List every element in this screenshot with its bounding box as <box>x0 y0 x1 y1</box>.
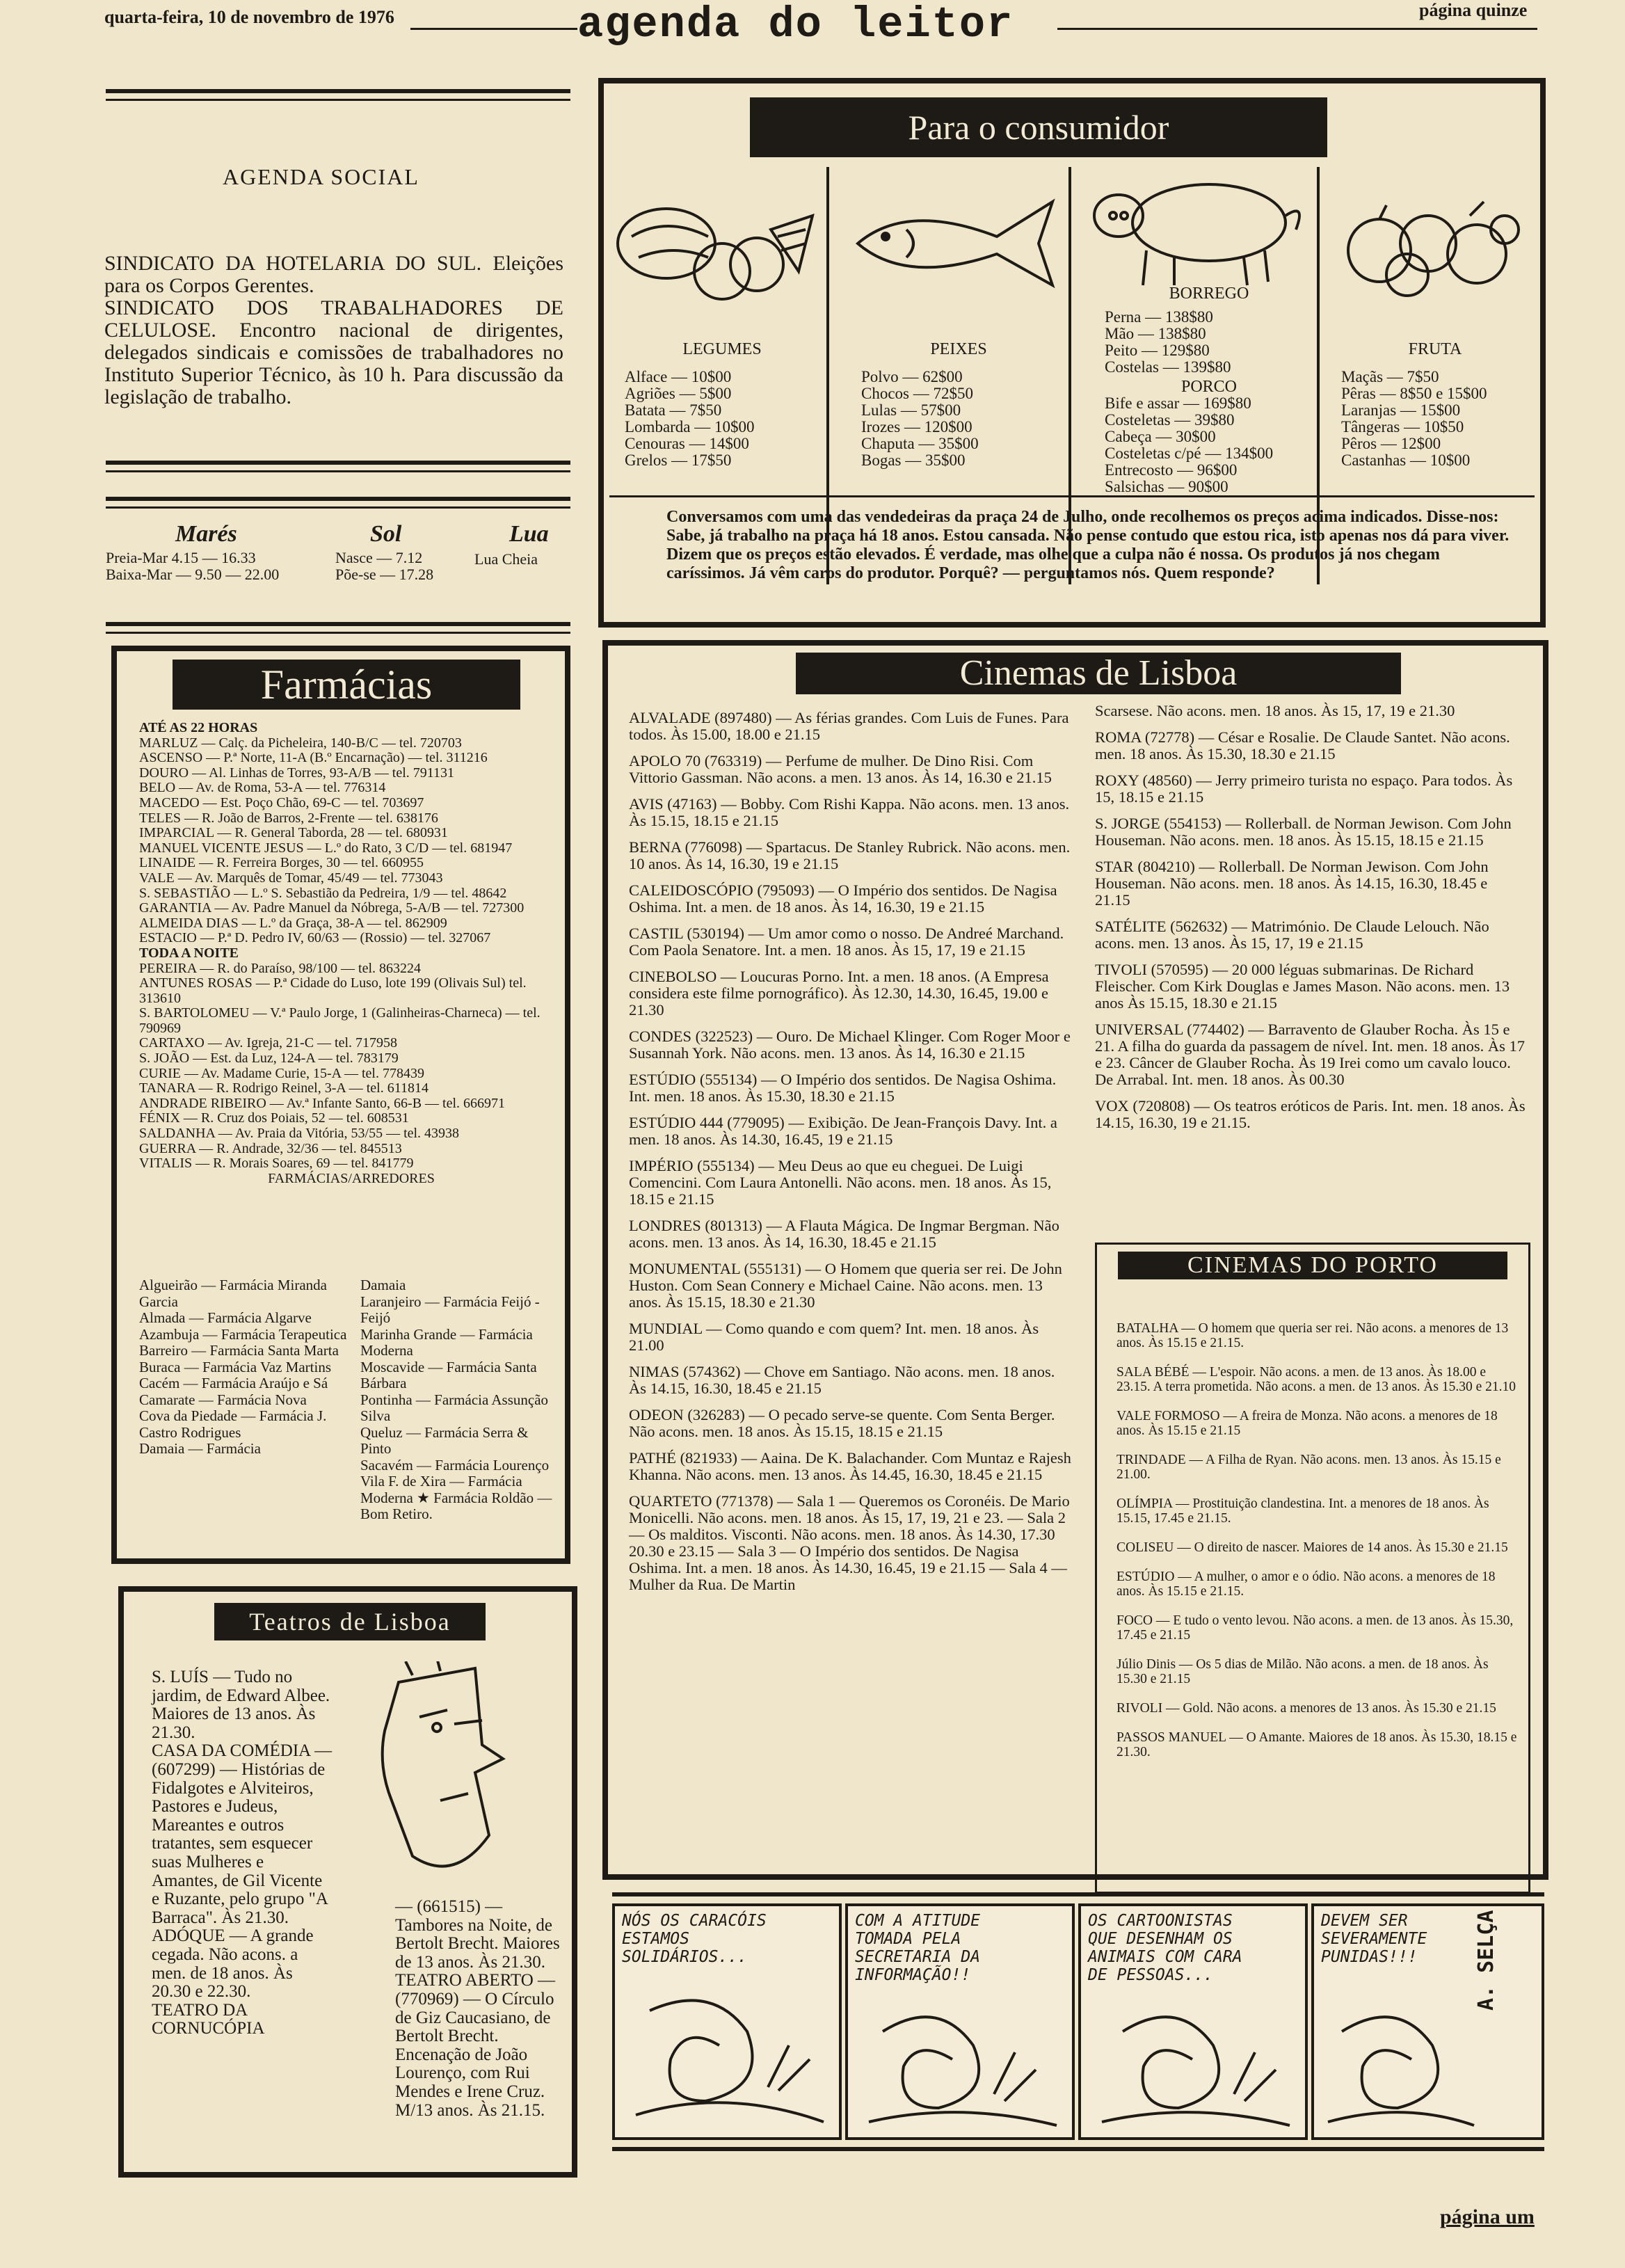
consumer-column-legumes <box>625 341 819 469</box>
price-item: Bife e assar — 169$80 <box>1105 394 1251 412</box>
pharmacy-entry: SALDANHA — Av. Praia da Vitória, 53/55 — tel. 43938 <box>139 1126 460 1142</box>
consumer-title: Para o consumidor <box>750 97 1327 157</box>
cinema-entry: STAR (804210) — Rollerball. De Norman Jewison. Com John Houseman. Não acons. men. 18 anos. Às 14.15, 16.30, 18.45 e 21.15 <box>1095 858 1489 909</box>
teatros-column-2 <box>395 1898 569 2120</box>
cartoon-panel <box>1311 1903 1544 2140</box>
pharmacy-entry: CARTAXO — Av. Igreja, 21-C — tel. 717958 <box>139 1035 398 1051</box>
arredores-entry: Cova da Piedade — Farmácia J. Castro Rodrigues <box>139 1407 327 1441</box>
theatre-entry: CASA DA COMÉDIA — (607299) — Histórias de Fidalgotes e Alviteiros, Pastores e Judeus, Mareantes e outros tratantes, sem esquecer suas Mulheres e Amantes, de Gil Vicente e Ruzante, pelo grupo "A Barraca". Às 21.30. <box>152 1741 333 1927</box>
arredores-entry: Vila F. de Xira — Farmácia Moderna ★ Farmácia Roldão — Bom Retiro. <box>360 1473 552 1522</box>
consumer-note: Conversamos com uma das vendedeiras da praça 24 de Julho, onde recolhemos os preços acima indicados. Disse-nos: Sabe, já trabalho na praça há 18 anos. Estou cansada. Não pense contudo que estou rica, isto apenas nos dá para viver. Dizem que os preços estão elevados. É verdade, mas olhe que a culpa não é nossa. Os produtos já nos chegam caríssimos. Já vêm caros do produtor. Porquê? — perguntamos nós. Quem responde? <box>666 508 1510 582</box>
pharmacy-entry: GUERRA — R. Andrade, 32/36 — tel. 845513 <box>139 1140 402 1156</box>
price-item: Tângeras — 10$50 <box>1341 418 1464 436</box>
pharmacy-entry: ANDRADE RIBEIRO — Av.ª Infante Santo, 66-B — tel. 666971 <box>139 1095 506 1111</box>
arredores-entry: Algueirão — Farmácia Miranda Garcia <box>139 1277 327 1310</box>
cinema-entry: ROMA (72778) — César e Rosalie. De Claude Santet. Não acons. men. 18 anos. Às 15.30, 18.30 e 21.15 <box>1095 728 1510 762</box>
pharmacy-entry: ANTUNES ROSAS — P.ª Cidade do Luso, lote 199 (Olivais Sul) tel. 313610 <box>139 975 527 1006</box>
price-item: Mão — 138$80 <box>1105 325 1206 342</box>
price-item: Pêras — 8$50 e 15$00 <box>1341 385 1487 402</box>
cinema-entry: MONUMENTAL (555131) — O Homem que queria ser rei. De John Huston. Com Sean Connery e Michael Caine. Não acons. men. 13 anos. Às 15.15, 18.30 e 21.30 <box>629 1260 1062 1311</box>
cinema-entry: CONDES (322523) — Ouro. De Michael Klinger. Com Roger Moor e Susannah York. Não acons. men. 13 anos. Às 14, 16.30 e 21.15 <box>629 1028 1071 1062</box>
sol-title: Sol <box>370 521 402 547</box>
consumer-column-fruta <box>1341 341 1529 469</box>
arredores-entry: Barreiro — Farmácia Santa Marta <box>139 1342 339 1359</box>
cartoon-signature: A. SELÇA <box>1474 1910 1498 2011</box>
arredores-entry: Azambuja — Farmácia Terapeutica <box>139 1325 347 1343</box>
porto-entry: FOCO — E tudo o vento levou. Não acons. a men. de 13 anos. Às 15.30, 17.45 e 21.15 <box>1116 1613 1514 1643</box>
header-rule-left <box>410 28 577 30</box>
cinema-entry: LONDRES (801313) — A Flauta Mágica. De Ingmar Bergman. Não acons. men. 13 anos. Às 14, 16.30, 18.45 e 21.15 <box>629 1217 1059 1251</box>
cartoon-panel <box>612 1903 842 2140</box>
porto-entry: VALE FORMOSO — A freira de Monza. Não acons. a menores de 18 anos. Às 15.15 e 21.15 <box>1116 1409 1498 1438</box>
pharmacies-section: ATÉ AS 22 HORAS <box>139 720 258 735</box>
section-title: agenda do leitor <box>577 0 1014 49</box>
price-item: Pêros — 12$00 <box>1341 435 1441 452</box>
arredores-left <box>139 1277 348 1458</box>
theatre-entry: S. LUÍS — Tudo no jardim, de Edward Albee. Maiores de 13 anos. Às 21.30. <box>152 1668 330 1742</box>
price-item: Polvo — 62$00 <box>861 368 963 385</box>
vegetables-icon <box>611 188 819 306</box>
cinema-entry: CASTIL (530194) — Um amor como o nosso. De Andreé Marchand. Com Paola Senatore. Int. a men. 18 anos. Às 15, 17, 19 e 21.15 <box>629 925 1064 959</box>
cinema-entry: Scarsese. Não acons. men. 18 anos. Às 15, 17, 19 e 21.30 <box>1095 702 1455 719</box>
fish-icon <box>844 188 1059 299</box>
lua-title: Lua <box>509 521 549 547</box>
consumer-box <box>598 78 1546 628</box>
arredores-entry: Moscavide — Farmácia Santa Bárbara <box>360 1358 537 1391</box>
cartoon-strip <box>612 1903 1544 2140</box>
price-item: Salsichas — 90$00 <box>1105 478 1228 495</box>
cinema-entry: AVIS (47163) — Bobby. Com Rishi Kappa. Não acons. men. 13 anos. Às 15.15, 18.15 e 21.15 <box>629 795 1070 829</box>
pharmacy-entry: MACEDO — Est. Poço Chão, 69-C — tel. 703697 <box>139 794 424 810</box>
price-item: Batata — 7$50 <box>625 401 722 419</box>
theatre-entry: ADÓQUE — A grande cegada. Não acons. a men. de 18 anos. Às 20.30 e 22.30. <box>152 1926 314 2002</box>
pharmacy-entry: S. SEBASTIÃO — L.º S. Sebastião da Pedreira, 1/9 — tel. 48642 <box>139 885 507 901</box>
consumer-column-heading: PORCO <box>1180 378 1238 396</box>
mares-line: Baixa-Mar — 9.50 — 22.00 <box>106 566 280 583</box>
cinema-entry: ODEON (326283) — O pecado serve-se quente. Com Senta Berger. Não acons. men. 18 anos. Às 15.15, 18.15 e 21.15 <box>629 1406 1055 1440</box>
price-item: Maçãs — 7$50 <box>1341 368 1439 385</box>
cinema-entry: CALEIDOSCÓPIO (795093) — O Império dos sentidos. De Nagisa Oshima. Int. a men. de 18 anos. Às 14, 16.30, 19 e 21.15 <box>629 881 1057 916</box>
price-item: Lombarda — 10$00 <box>625 418 755 436</box>
teatros-title: Teatros de Lisboa <box>214 1603 486 1640</box>
pharmacy-entry: BELO — Av. de Roma, 53-A — tel. 776314 <box>139 780 386 796</box>
price-item: Costelas — 139$80 <box>1105 358 1231 376</box>
pharmacy-entry: TANARA — R. Rodrigo Reinel, 3-A — tel. 611814 <box>139 1080 429 1096</box>
rule <box>612 1892 1544 1896</box>
mares-title: Marés <box>175 521 237 547</box>
price-item: Castanhas — 10$00 <box>1341 452 1471 469</box>
pharmacy-entry: ALMEIDA DIAS — L.º da Graça, 38-A — tel. 862909 <box>139 915 447 931</box>
cinemas-column-2 <box>1095 703 1526 1141</box>
rule <box>106 99 570 101</box>
cartoon-caption: DEVEM SER SEVERAMENTE PUNIDAS!!! <box>1321 1912 1427 1966</box>
cinema-entry: ESTÚDIO (555134) — O Império dos sentidos. De Nagisa Oshima. Int. men. 18 anos. Às 15.30, 18.30 e 21.15 <box>629 1071 1057 1105</box>
theatre-entry: TEATRO ABERTO — (770969) — O Círculo de Giz Caucasiano, de Bertolt Brecht. Encenação de João Lourenço, com Rui Mendes e Irene Cruz. M/13 anos. Às 21.15. <box>395 1971 555 2120</box>
price-item: Laranjas — 15$00 <box>1341 401 1461 419</box>
arredores-entry: Buraca — Farmácia Vaz Martins <box>139 1358 332 1375</box>
snail-illustration <box>629 1983 831 2136</box>
cartoon-caption: NÓS OS CARACÓIS ESTAMOS SOLIDÁRIOS... <box>622 1912 767 1966</box>
price-item: Cenouras — 14$00 <box>625 435 749 452</box>
pharmacy-entry: VITALIS — R. Morais Soares, 69 — tel. 841779 <box>139 1156 414 1172</box>
cinema-entry: TIVOLI (570595) — 20 000 léguas submarinas. De Richard Fleischer. Com Kirk Douglas e James Mason. Não acons. men. 13 anos Às 15.15, 18.30 e 21.15 <box>1095 961 1510 1012</box>
cinema-entry: PATHÉ (821933) — Aaina. De K. Balachander. Com Muntaz e Rajesh Khanna. Não acons. men. 13 anos. Às 14.45, 16.30, 18.45 e 21.15 <box>629 1449 1071 1483</box>
snail-illustration <box>862 1990 1064 2136</box>
cinema-entry: MUNDIAL — Como quando e com quem? Int. men. 18 anos. Às 21.00 <box>629 1320 1039 1354</box>
snail-illustration <box>1321 1990 1481 2136</box>
price-item: Irozes — 120$00 <box>861 418 972 436</box>
arredores-entry: Almada — Farmácia Algarve <box>139 1309 312 1326</box>
cinema-entry: NIMAS (574362) — Chove em Santiago. Não acons. men. 18 anos. Às 14.15, 16.30, 18.45 e 21.15 <box>629 1363 1055 1397</box>
agenda-social-title: AGENDA SOCIAL <box>223 164 419 189</box>
porto-entry: PASSOS MANUEL — O Amante. Maiores de 18 anos. Às 15.30, 18.15 e 21.30. <box>1116 1730 1517 1759</box>
consumer-column-heading: FRUTA <box>1408 340 1462 358</box>
cartoon-panel <box>845 1903 1075 2140</box>
porto-entry: COLISEU — O direito de nascer. Maiores de 14 anos. Às 15.30 e 21.15 <box>1116 1540 1508 1555</box>
mares-block <box>106 521 280 583</box>
rule <box>106 497 570 501</box>
cinema-entry: UNIVERSAL (774402) — Barravento de Glauber Rocha. Às 15 e 21. A filha do guarda da passagem de nível. Int. men. 18 anos. Às 17 e 23. Câncer de Glauber Rocha. Às 19 Irei como um cavalo louco. De Arrabal. Int. men. 18 anos. Às 00.30 <box>1095 1021 1526 1088</box>
face-illustration <box>371 1661 510 1891</box>
arredores-entry: Laranjeiro — Farmácia Feijó - Feijó <box>360 1293 540 1326</box>
theatre-entry: — (661515) — Tambores na Noite, de Bertolt Brecht. Maiores de 13 anos. Às 21.30. <box>395 1897 560 1972</box>
porto-entry: RIVOLI — Gold. Não acons. a menores de 13 anos. Às 15.30 e 21.15 <box>1116 1701 1496 1716</box>
price-item: Entrecosto — 96$00 <box>1105 461 1238 479</box>
price-item: Chaputa — 35$00 <box>861 435 979 452</box>
pharmacy-entry: VALE — Av. Marquês de Tomar, 45/49 — tel. 773043 <box>139 870 443 886</box>
cinema-entry: SATÉLITE (562632) — Matrimónio. De Claude Lelouch. Não acons. men. 13 anos. Às 15, 17, 19 e 21.15 <box>1095 918 1489 952</box>
pharmacies-section: FARMÁCIAS/ARREDORES <box>268 1170 435 1186</box>
price-item: Lulas — 57$00 <box>861 401 961 419</box>
pharmacy-entry: LINAIDE — R. Ferreira Borges, 30 — tel. 660955 <box>139 855 424 871</box>
rule <box>106 506 570 509</box>
pharmacy-entry: MANUEL VICENTE JESUS — L.º do Rato, 3 C/D — tel. 681947 <box>139 840 513 856</box>
price-item: Costeletas — 39$80 <box>1105 411 1235 429</box>
agenda-social <box>104 164 563 408</box>
price-item: Cabeça — 30$00 <box>1105 428 1216 445</box>
header-rule-right <box>1057 28 1537 30</box>
porto-entry: ESTÚDIO — A mulher, o amor e o ódio. Não acons. a menores de 18 anos. Às 15.15 e 21.15. <box>1116 1570 1496 1599</box>
header-date: quarta-feira, 10 de novembro de 1976 <box>104 7 394 27</box>
rule <box>106 461 570 465</box>
teatros-column-1 <box>152 1668 333 2038</box>
price-item: Perna — 138$80 <box>1105 308 1213 326</box>
arredores-entry: Damaia <box>360 1277 406 1293</box>
rule <box>106 470 570 472</box>
page-number: página quinze <box>1419 0 1528 20</box>
price-item: Peito — 129$80 <box>1105 342 1210 359</box>
pharmacy-entry: FÉNIX — R. Cruz dos Poiais, 52 — tel. 608531 <box>139 1110 409 1126</box>
arredores-right <box>360 1277 562 1523</box>
cinema-entry: ALVALADE (897480) — As férias grandes. Com Luis de Funes. Para todos. Às 15.00, 18.00 e 21.15 <box>629 709 1069 743</box>
arredores-entry: Queluz — Farmácia Serra & Pinto <box>360 1423 529 1457</box>
price-item: Alface — 10$00 <box>625 368 732 385</box>
cinemas-porto-title: CINEMAS DO PORTO <box>1118 1252 1507 1279</box>
consumer-column-heading: PEIXES <box>930 340 987 358</box>
rule <box>609 495 1535 497</box>
pig-icon <box>1084 167 1313 292</box>
cartoon-caption: COM A ATITUDE TOMADA PELA SECRETARIA DA INFORMAÇÃO!! <box>855 1912 981 1984</box>
pharmacy-entry: ASCENSO — P.ª Norte, 11-A (B.º Encarnação) — tel. 311216 <box>139 750 488 766</box>
arredores-entry: Sacavém — Farmácia Lourenço <box>360 1456 550 1474</box>
rule <box>612 2147 1544 2151</box>
lua-line: Lua Cheia <box>474 550 538 568</box>
mares-line: Preia-Mar 4.15 — 16.33 <box>106 549 256 566</box>
rule <box>106 632 570 634</box>
cinema-entry: BERNA (776098) — Spartacus. De Stanley Rubrick. Não acons. men. 10 anos. Às 14, 16.30, 19 e 21.15 <box>629 838 1071 872</box>
teatros-box <box>118 1586 577 2178</box>
agenda-social-item: SINDICATO DOS TRABALHADORES DE CELULOSE. Encontro nacional de dirigentes, delegados sindicais e comissões de trabalhadores no Instituto Superior Técnico, às 10 h. Para discussão da legislação de trabalho. <box>104 296 563 408</box>
rule <box>106 622 570 626</box>
pharmacies-list <box>139 721 563 1186</box>
porto-entry: OLÍMPIA — Prostituição clandestina. Int. a menores de 18 anos. Às 15.15, 17.45 e 21.15. <box>1116 1496 1489 1526</box>
cinemas-title: Cinemas de Lisboa <box>796 653 1401 694</box>
porto-entry: BATALHA — O homem que queria ser rei. Não acons. a menores de 13 anos. Às 15.15 e 21.15. <box>1116 1321 1509 1350</box>
cinema-entry: ROXY (48560) — Jerry primeiro turista no espaço. Para todos. Às 15, 18.15 e 21.15 <box>1095 772 1513 806</box>
sol-block <box>335 521 434 583</box>
price-item: Costeletas c/pé — 134$00 <box>1105 445 1274 462</box>
porto-entry: Júlio Dinis — Os 5 dias de Milão. Não acons. a men. de 18 anos. Às 15.30 e 21.15 <box>1116 1657 1489 1686</box>
arredores-entry: Cacém — Farmácia Araújo e Sá <box>139 1375 328 1391</box>
porto-entry: TRINDADE — A Filha de Ryan. Não acons. men. 13 anos. Às 15.15 e 21.00. <box>1116 1453 1501 1482</box>
porto-entry: SALA BÉBÉ — L'espoir. Não acons. a men. de 13 anos. Às 18.00 e 23.15. A terra prometida. Não acons. a men. de 13 anos. Às 15.30 e 21.10 <box>1116 1365 1516 1394</box>
pharmacy-entry: IMPARCIAL — R. General Taborda, 28 — tel. 680931 <box>139 825 448 841</box>
consumer-column-carnes <box>1105 285 1313 495</box>
tides-panel <box>106 521 565 602</box>
footer-page-label: página um <box>1440 2205 1535 2228</box>
cinema-entry: APOLO 70 (763319) — Perfume de mulher. De Dino Risi. Com Vittorio Gassman. Não acons. a men. 13 anos. Às 14, 16.30 e 21.15 <box>629 752 1052 786</box>
cinemas-porto-box <box>1095 1243 1530 1894</box>
cartoon-caption: OS CARTOONISTAS QUE DESENHAM OS ANIMAIS COM CARA DE PESSOAS... <box>1088 1912 1242 1984</box>
pharmacy-entry: GARANTIA — Av. Padre Manuel da Nóbrega, 5-A/B — tel. 727300 <box>139 900 525 916</box>
cinema-entry: QUARTETO (771378) — Sala 1 — Queremos os Coronéis. De Mario Monicelli. Não acons. men. 18 anos. Às 15, 17, 19, 21 e 23. — Sala 2 — Os malditos. Visconti. Não acons. men. 18 anos. Às 14.30, 17.30 20.30 e 23.15 — Sala 3 — O Império dos sentidos. De Nagisa Oshima. Int. a men. 18 anos. Às 14.30, 16.45, 19 e 21.15 — Sala 4 — Mulher da Rua. De Martin <box>629 1492 1070 1593</box>
arredores-entry: Marinha Grande — Farmácia Moderna <box>360 1325 533 1359</box>
pharmacy-entry: ESTACIO — P.ª D. Pedro IV, 60/63 — (Rossio) — tel. 327067 <box>139 930 491 946</box>
pharmacy-entry: S. BARTOLOMEU — V.ª Paulo Jorge, 1 (Galinheiras-Charneca) — tel. 790969 <box>139 1005 541 1036</box>
theatre-entry: TEATRO DA CORNUCÓPIA <box>152 2000 265 2038</box>
pharmacy-entry: PEREIRA — R. do Paraíso, 98/100 — tel. 863224 <box>139 960 421 976</box>
sol-line: Põe-se — 17.28 <box>335 566 434 583</box>
price-item: Agriões — 5$00 <box>625 385 732 402</box>
pharmacy-entry: DOURO — Al. Linhas de Torres, 93-A/B — tel. 791131 <box>139 765 455 781</box>
pharmacies-title: Farmácias <box>173 660 520 710</box>
cinema-entry: CINEBOLSO — Loucuras Porno. Int. a men. 18 anos. (A Empresa considera este filme pornográfico). Às 12.30, 14.30, 16.45, 19.00 e 21.30 <box>629 968 1049 1019</box>
arredores-entry: Pontinha — Farmácia Assunção Silva <box>360 1391 549 1424</box>
sol-line: Nasce — 7.12 <box>335 549 423 566</box>
price-item: Bogas — 35$00 <box>861 452 966 469</box>
fruit-icon <box>1331 188 1532 306</box>
cinema-entry: S. JORGE (554153) — Rollerball. de Norman Jewison. Com John Houseman. Não acons. men. 18 anos. Às 15.15, 18.15 e 21.15 <box>1095 815 1512 849</box>
snail-illustration <box>1095 1990 1297 2136</box>
pharmacy-entry: S. JOÃO — Est. da Luz, 124-A — tel. 783179 <box>139 1051 399 1067</box>
consumer-column-peixes <box>861 341 1056 469</box>
price-item: Chocos — 72$50 <box>861 385 973 402</box>
arredores-entry: Damaia — Farmácia <box>139 1440 261 1457</box>
cinema-entry: ESTÚDIO 444 (779095) — Exibição. De Jean-François Davy. Int. a men. 18 anos. Às 14.30, 16.45, 19 e 21.15 <box>629 1114 1057 1148</box>
cinema-entry: IMPÉRIO (555134) — Meu Deus ao que eu cheguei. De Luigi Comencini. Com Laura Antonelli. Não acons. men. 18 anos. Às 15, 18.15 e 21.15 <box>629 1157 1052 1208</box>
consumer-column-heading: BORREGO <box>1169 285 1249 303</box>
pharmacies-section: TODA A NOITE <box>139 945 239 961</box>
consumer-column-heading: LEGUMES <box>682 340 762 358</box>
price-item: Grelos — 17$50 <box>625 452 732 469</box>
lua-block <box>474 521 549 568</box>
agenda-social-item: SINDICATO DA HOTELARIA DO SUL. Eleições para os Corpos Gerentes. <box>104 252 563 297</box>
cinemas-porto-list <box>1116 1321 1520 1774</box>
pharmacy-entry: MARLUZ — Calç. da Picheleira, 140-B/C — tel. 720703 <box>139 735 462 751</box>
pharmacy-entry: CURIE — Av. Madame Curie, 15-A — tel. 778439 <box>139 1065 424 1081</box>
cinema-entry: VOX (720808) — Os teatros eróticos de Paris. Int. men. 18 anos. Às 14.15, 16.30, 19 e 21.15. <box>1095 1097 1526 1131</box>
cinemas-column-1 <box>629 710 1074 1603</box>
rule <box>106 89 570 93</box>
pharmacies-box <box>111 646 570 1564</box>
pharmacy-entry: TELES — R. João de Barros, 2-Frente — tel. 638176 <box>139 810 438 826</box>
cinemas-box <box>602 640 1548 1880</box>
arredores-entry: Camarate — Farmácia Nova <box>139 1391 307 1408</box>
cartoon-panel <box>1078 1903 1308 2140</box>
